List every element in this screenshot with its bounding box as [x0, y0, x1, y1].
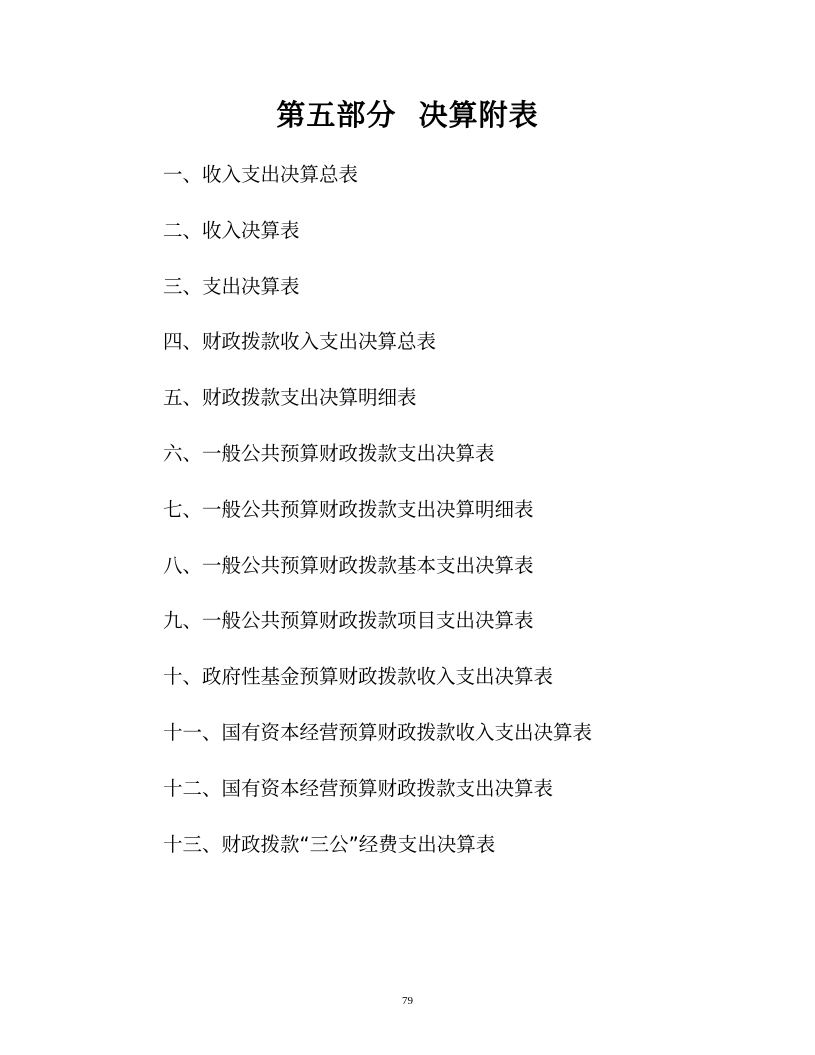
page-number: 79 — [402, 995, 413, 1007]
list-item: 四、财政拨款收入支出决算总表 — [163, 330, 437, 354]
list-item: 九、一般公共预算财政拨款项目支出决算表 — [163, 609, 534, 633]
list-item: 三、支出决算表 — [163, 274, 300, 298]
list-item: 十、政府性基金预算财政拨款收入支出决算表 — [163, 665, 554, 689]
list-item: 六、一般公共预算财政拨款支出决算表 — [163, 441, 495, 465]
table-of-contents — [163, 158, 592, 883]
list-item: 八、一般公共预算财政拨款基本支出决算表 — [163, 553, 534, 577]
list-item: 一、收入支出决算总表 — [163, 163, 359, 186]
list-item: 七、一般公共预算财政拨款支出决算明细表 — [163, 497, 534, 521]
list-item: 十三、财政拨款“三公”经费支出决算表 — [163, 832, 496, 856]
list-item: 十一、国有资本经营预算财政拨款收入支出决算表 — [163, 720, 593, 744]
page-title: 第五部分 决算附表 — [276, 98, 539, 132]
list-item: 十二、国有资本经营预算财政拨款支出决算表 — [163, 776, 554, 800]
list-item: 五、财政拨款支出决算明细表 — [163, 386, 417, 410]
list-item: 二、收入决算表 — [163, 218, 300, 242]
